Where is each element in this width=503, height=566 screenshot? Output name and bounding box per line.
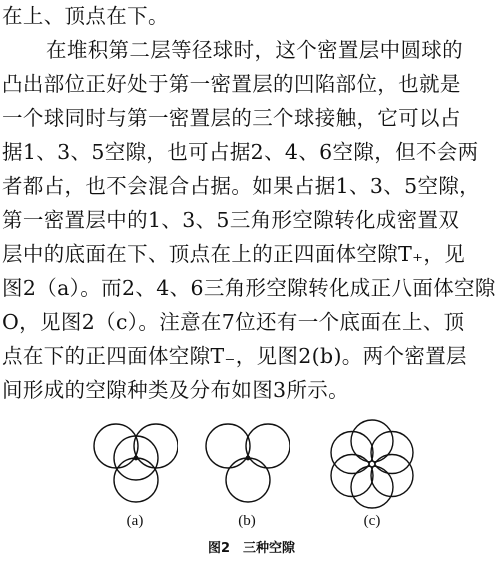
paragraph-line-4: 一个球同时与第一密置层的三个球接触，它可以占 <box>2 106 461 130</box>
paragraph-line-8: 层中的底面在下、顶点在上的正四面体空隙T₊，见 <box>2 242 466 266</box>
void-diagram-a <box>92 414 178 514</box>
sphere-circle <box>371 455 413 497</box>
sphere-circle <box>331 432 373 474</box>
subfigure-c <box>322 414 422 534</box>
sphere-circle <box>331 455 373 497</box>
paragraph-line-3: 凸出部位正好处于第一密置层的凹陷部位，也就是 <box>2 72 461 96</box>
void-center-ring <box>369 461 375 467</box>
paragraph-line-2: 在堆积第二层等径球时，这个密置层中圆球的 <box>46 38 463 62</box>
paragraph-line-7: 第一密置层中的1、3、5三角形空隙转化成密置双 <box>2 208 460 232</box>
subfigure-label-a: (a) <box>126 513 144 529</box>
sphere-circle <box>94 424 138 468</box>
paragraph-line-1: 在上、顶点在下。 <box>2 4 169 28</box>
sphere-circle <box>134 424 178 468</box>
sphere-circle <box>246 424 290 468</box>
void-center-dot <box>246 456 251 461</box>
subfigure-a <box>92 414 178 534</box>
void-center-dot <box>134 456 139 461</box>
paragraph-line-11: 点在下的正四面体空隙T₋，见图2(b)。两个密置层 <box>2 344 467 368</box>
paragraph-line-12: 间形成的空隙种类及分布如图3所示。 <box>2 378 349 402</box>
paragraph-line-5: 据1、3、5空隙，也可占据2、4、6空隙，但不会两 <box>2 140 479 164</box>
paragraph-line-10: O，见图2（c）。注意在7位还有一个底面在上、顶 <box>2 310 465 334</box>
figure-caption: 图2 三种空隙 <box>207 541 296 556</box>
subfigure-label-b: (b) <box>238 513 256 529</box>
paragraph-line-6: 者都占，也不会混合占据。如果占据1、3、5空隙， <box>2 174 481 198</box>
subfigure-b <box>204 414 290 534</box>
void-diagram-b <box>204 414 290 514</box>
sphere-circle <box>206 424 250 468</box>
sphere-circle <box>226 458 270 502</box>
paragraph-line-9: 图2（a）。而2、4、6三角形空隙转化成正八面体空隙 <box>2 276 496 300</box>
subfigure-label-c: (c) <box>363 513 381 529</box>
void-diagram-c <box>322 414 422 514</box>
